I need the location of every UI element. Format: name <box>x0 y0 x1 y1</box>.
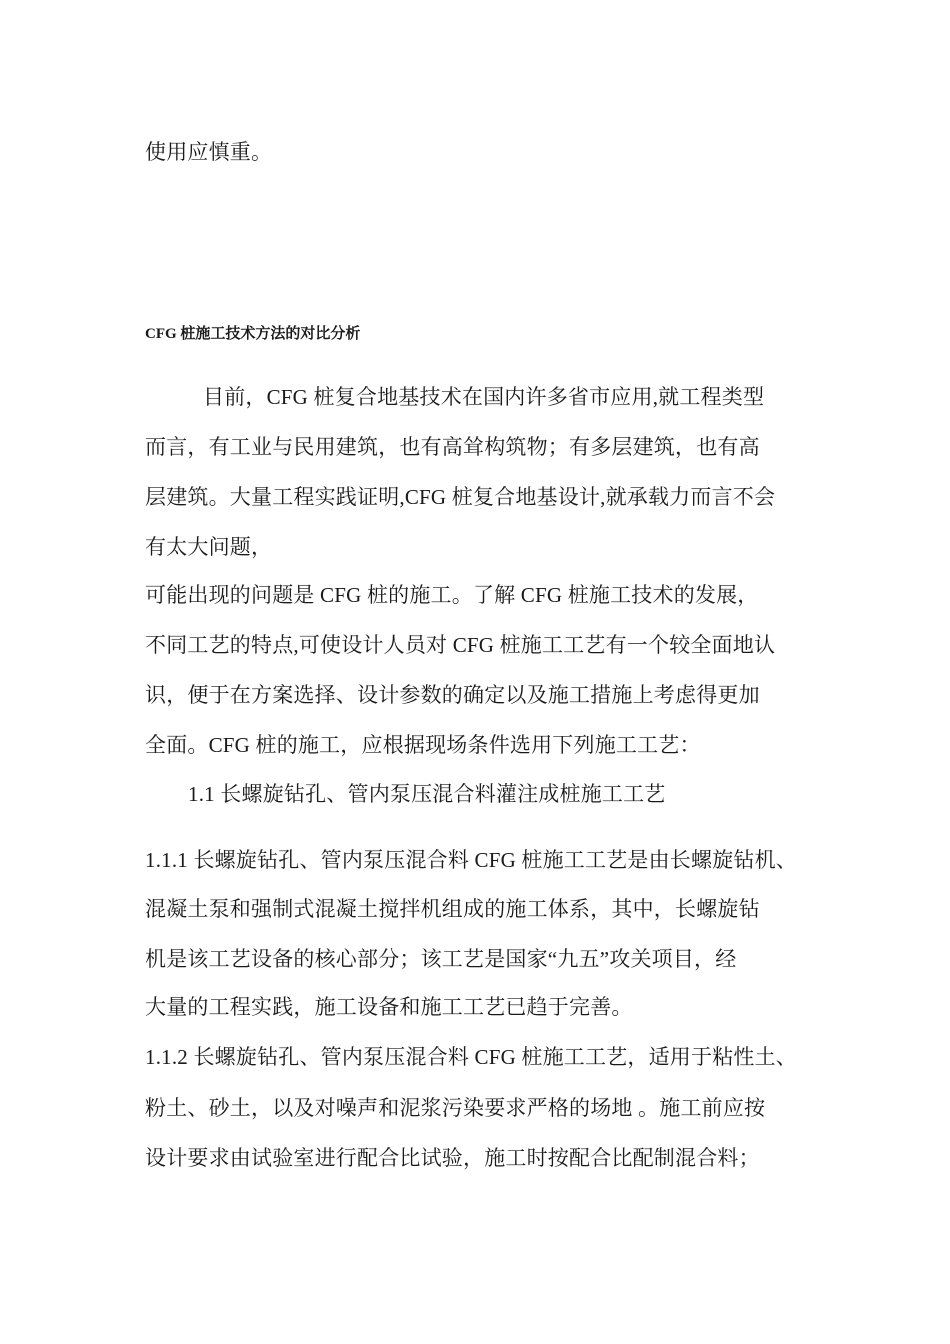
paragraph-line: 1.1.2 长螺旋钻孔、管内泵压混合料 CFG 桩施工工艺，适用于粘性土、 <box>145 1045 797 1069</box>
paragraph-line: 目前，CFG 桩复合地基技术在国内许多省市应用,就工程类型 <box>203 385 765 409</box>
paragraph-line: 1.1.1 长螺旋钻孔、管内泵压混合料 CFG 桩施工工艺是由长螺旋钻机、 <box>145 848 797 872</box>
subsection-heading: 1.1 长螺旋钻孔、管内泵压混合料灌注成桩施工工艺 <box>188 782 666 806</box>
paragraph-line: 层建筑。大量工程实践证明,CFG 桩复合地基设计,就承载力而言不会 <box>145 485 776 509</box>
paragraph-line: 不同工艺的特点,可使设计人员对 CFG 桩施工工艺有一个较全面地认 <box>145 633 776 657</box>
paragraph-line: 识，便于在方案选择、设计参数的确定以及施工措施上考虑得更加 <box>145 683 760 707</box>
paragraph-line: 粉土、砂土，以及对噪声和泥浆污染要求严格的场地 。施工前应按 <box>145 1096 766 1120</box>
paragraph-line: 有太大问题， <box>145 535 273 559</box>
paragraph-line: 而言，有工业与民用建筑，也有高耸构筑物；有多层建筑，也有高 <box>145 435 760 459</box>
paragraph-line: 可能出现的问题是 CFG 桩的施工。了解 CFG 桩施工技术的发展， <box>145 583 759 607</box>
paragraph-line: 全面。CFG 桩的施工，应根据现场条件选用下列施工工艺： <box>145 733 701 757</box>
paragraph-line: 混凝土泵和强制式混凝土搅拌机组成的施工体系，其中，长螺旋钻 <box>145 897 760 921</box>
paragraph-line: 大量的工程实践，施工设备和施工工艺已趋于完善。 <box>145 995 633 1019</box>
continued-text-line: 使用应慎重。 <box>145 140 273 164</box>
paragraph-line: 设计要求由试验室进行配合比试验，施工时按配合比配制混合料； <box>145 1146 760 1170</box>
paragraph-line: 机是该工艺设备的核心部分；该工艺是国家“九五”攻关项目，经 <box>145 947 737 971</box>
section-heading: CFG 桩施工技术方法的对比分析 <box>145 326 361 342</box>
